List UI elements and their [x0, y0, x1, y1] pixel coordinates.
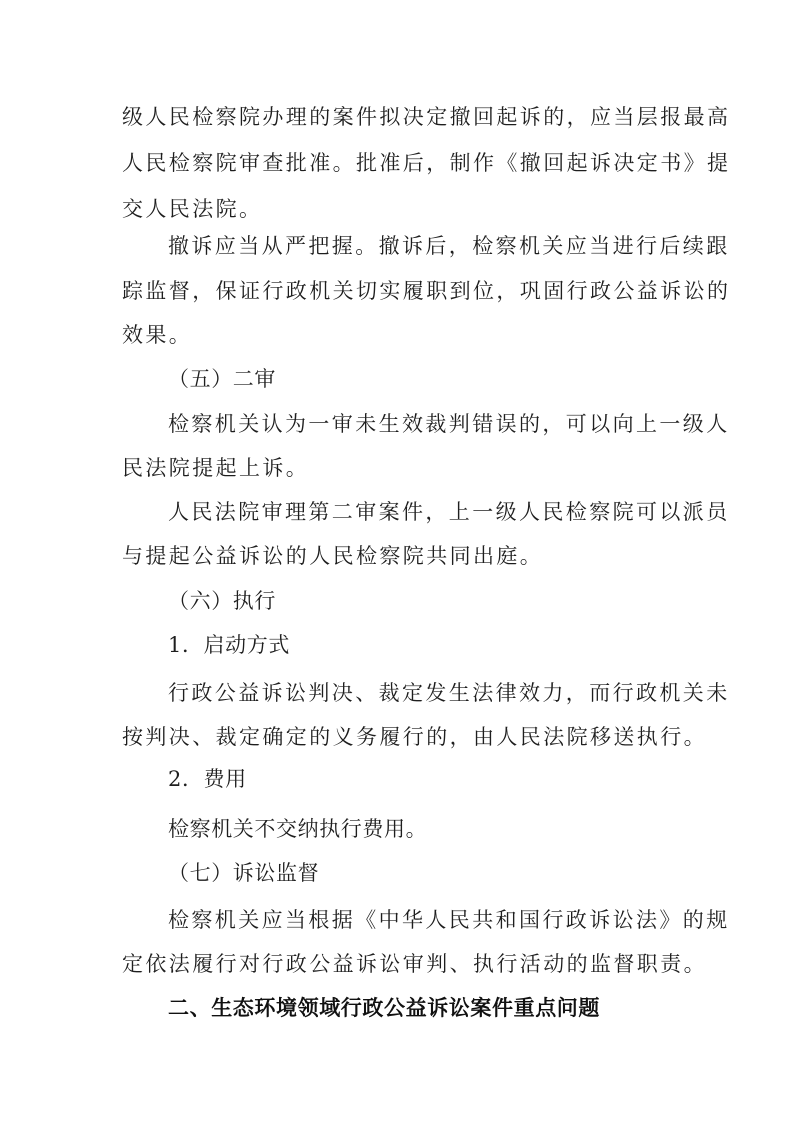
- paragraph-line: 踪监督，保证行政机关切实履职到位，巩固行政公益诉讼的: [122, 279, 731, 303]
- paragraph-line: 与提起公益诉讼的人民检察院共同出庭。: [122, 544, 544, 568]
- paragraph-line: 人民检察院审查批准。批准后，制作《撤回起诉决定书》提: [122, 151, 731, 175]
- paragraph-line: 按判决、裁定确定的义务履行的，由人民法院移送执行。: [122, 725, 707, 749]
- paragraph-line: 民法院提起上诉。: [122, 456, 310, 480]
- paragraph-line: 撤诉应当从严把握。撤诉后，检察机关应当进行后续跟: [168, 234, 730, 258]
- subheading-fees: 2．费用: [168, 767, 247, 791]
- chapter-heading-two: 二、生态环境领域行政公益诉讼案件重点问题: [168, 996, 600, 1020]
- paragraph-line: 行政公益诉讼判决、裁定发生法律效力，而行政机关未: [168, 681, 730, 705]
- subheading-start-method: 1．启动方式: [168, 633, 290, 657]
- paragraph-line: 定依法履行对行政公益诉讼审判、执行活动的监督职责。: [122, 952, 707, 976]
- paragraph-line: 交人民法院。: [122, 197, 263, 221]
- paragraph-line: 效果。: [122, 323, 193, 347]
- section-heading-five: （五）二审: [168, 367, 276, 391]
- paragraph-line: 检察机关不交纳执行费用。: [168, 817, 428, 841]
- section-heading-six: （六）执行: [168, 589, 276, 613]
- paragraph-line: 检察机关应当根据《中华人民共和国行政诉讼法》的规: [168, 908, 730, 932]
- paragraph-line: 级人民检察院办理的案件拟决定撤回起诉的，应当层报最高: [122, 105, 731, 129]
- section-heading-seven: （七）诉讼监督: [168, 861, 320, 885]
- paragraph-line: 检察机关认为一审未生效裁判错误的，可以向上一级人: [168, 412, 730, 436]
- paragraph-line: 人民法院审理第二审案件，上一级人民检察院可以派员: [168, 500, 730, 524]
